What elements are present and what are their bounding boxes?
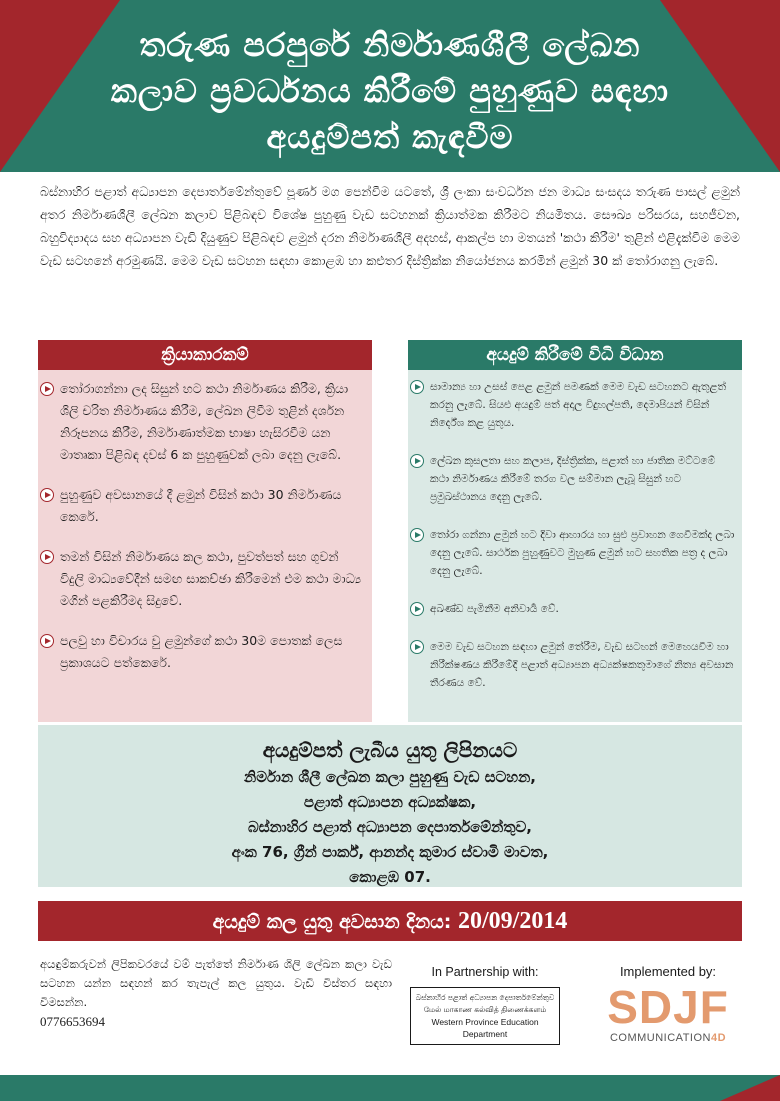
rule-text: මෙම වැඩ සටහන සඳහා ළමුන් තේරීම, වැඩ සටහන් මෙහෙයවීම හා නිරීක්ෂණය කිරීමේදි පළාත් අධ්‍යාපන අධ්‍යක්ෂකතුමාගේ නිත්‍ය අවසාන තීරණය වේ. xyxy=(430,641,734,689)
activity-text: තමන් විසින් නිර්මාණය කල කථා, පුවත්පත් සහ ගුවන් විදුලි මාධ්‍යවේදීන් සමඟ සාකච්ඡා කිරීමෙන් එම කථා මාධ්‍ය මගින් පළකිරීමද සිදුවේ. xyxy=(60,549,362,608)
contact-phone: 0776653694 xyxy=(40,1014,105,1029)
footer-band xyxy=(0,1075,780,1101)
arrow-bullet-icon xyxy=(410,602,424,616)
title-line-2: කලාව ප්‍රවර්ධනය කිරීමේ පුහුණුව සඳහා xyxy=(110,72,670,110)
list-item xyxy=(38,546,366,612)
list-item xyxy=(408,452,736,506)
partner-logo-box xyxy=(410,987,560,1045)
activities-list xyxy=(38,370,372,674)
intro-paragraph: බස්නාහිර පළාත් අධ්‍යාපන දෙපාර්තමේන්තුවේ පූර්ණ මග පෙන්වීම යටතේ, ශ්‍රී ලංකා සංවර්ධන ජන මාධ්‍ය සංසදය තරුණ පාසල් ළමුන් අතර නිර්මාණශීලී ලේඛන කලාව පිළිබඳව විශේෂ පුහුණු වැඩ සටහනක් ක්‍රියාත්මක කිරීමට නියමිතය. සෞඛ්‍ය පරිසරය, සහජීවන, බහුවිද්‍යාදය සහ අධ්‍යාපන වැඩි දියුණුව පිළිබඳව ළමුන් දරන නිර්මාණශීලී අදහස්, ආකල්ප හා මතයන් 'කථා කිරීම' තුළින් එළිදැක්වීම මෙම වැඩ සටහනේ අරමුණයි. මෙම වැඩ සටහන සඳහා කොළඹ හා කළුතර දිස්ත්‍රික්ක නියෝජනය කරමින් ළමුන් 30 ක් තෝරාගනු ලැබේ. xyxy=(40,184,740,268)
arrow-bullet-icon xyxy=(410,640,424,654)
arrow-bullet-icon xyxy=(40,634,54,648)
footer-note xyxy=(40,955,392,1031)
arrow-bullet-icon xyxy=(40,382,54,396)
deadline-label: අයදුම් කල යුතු අවසාන දිනය: xyxy=(212,911,452,933)
address-line: පළාත් අධ්‍යාපන අධ්‍යක්ෂක, xyxy=(303,793,477,811)
address-line: අංක 76, ග්‍රීන් පාර්ක්, ආනන්ද කුමාර ස්වාමි මාවත, xyxy=(231,843,549,861)
address-title: අයදුම්පත් ලැබීය යුතු ලිපිනයට xyxy=(262,738,518,762)
list-item xyxy=(408,526,736,580)
rules-panel xyxy=(408,340,742,722)
title-line-3: අයදුම්පත් කැඳවීම xyxy=(266,118,514,156)
arrow-bullet-icon xyxy=(40,488,54,502)
partner-name-sinhala: බස්නාහිර පළාත් අධ්‍යාපන දෙපාර්තමේන්තුව xyxy=(415,993,555,1002)
activity-text: තෝරාගන්නා ලද සිසුන් හට කථා නිර්මාණය කිරීම, ක්‍රියා ශිලි චරිත නිර්මාණය කිරීම, ලේඛන ලිවීම තුළින් දර්ශන නිරූපනය කිරීම, නිර්මාණාත්මක භාෂා හැසිරවීම යන මාතෘකා පිළිබඳ දවස් 6 ක පුහුණුවක් ලබා දෙනු ලැබේ. xyxy=(60,381,349,462)
activity-text: පුහුණුව අවසානයේ දී ළමුන් විසින් කථා 30 නිර්මාණය කෙරේ. xyxy=(60,487,342,524)
footer-corner xyxy=(720,1075,780,1101)
list-item xyxy=(408,638,736,692)
footer-note-text: අයඳුම්කරුවන් ලිපිකවරයේ වම් පැත්තේ නිර්මාණ ශිලි ලේඛන කලා වැඩ සටහන යන්න සඳහන් කර තැපැල් කල යුතුය. වැඩි විස්තර සඳහා විමසන්න. xyxy=(40,957,392,1009)
rules-heading: අයදුම් කිරීමේ විධි විධාන xyxy=(408,340,742,370)
address-block xyxy=(38,725,742,887)
address-line: කොළඹ 07. xyxy=(349,868,431,886)
rule-text: සාමාන්‍ය හා උසස් පෙළ ළමුන් පමණක් මෙම වැඩ සටහනට ඇතුළත් කරනු ලැබේ. සියළු අයදුම් පත් අදාල විදුහල්පති, දෙමාපියන් විසින් නිර්දේශ කළ යුතුය. xyxy=(430,381,727,429)
logo-sub-accent: 4D xyxy=(710,1032,727,1044)
rule-text: ලේඛන කුසලතා සහ කලාප, දිස්ත්‍රික්ක, පළාත් හා ජාතික මට්ටමේ කථා නිර්මාණය කිරීමේ තරග වල සම්මාන ලැබූ සිසුන් හට ප්‍රමුඛස්ථානය දෙනු ලැබේ. xyxy=(430,455,716,503)
arrow-bullet-icon xyxy=(410,380,424,394)
arrow-bullet-icon xyxy=(410,528,424,542)
rule-text: තෝරා ගන්නා ළමුන් හට දිවා ආහාරය හා සුළු ප්‍රවාහන ගෙවීමක්ද ලබා දෙනු ලැබේ. සාර්ථක පුහුණුවට මුහුණ ළමුන් හට සහතික පත්‍ර ද ලබා දෙනු ලැබේ. xyxy=(430,529,735,577)
implementer-section xyxy=(588,963,748,1045)
list-item xyxy=(38,484,366,528)
list-item xyxy=(408,600,736,618)
sdjf-logo-subtitle xyxy=(588,1031,748,1045)
partner-label: In Partnership with: xyxy=(431,965,539,979)
header-banner xyxy=(0,0,780,172)
partner-section xyxy=(410,963,560,1045)
activities-heading: ක්‍රියාකාරකම් xyxy=(38,340,372,370)
list-item xyxy=(408,378,736,432)
partner-name-english: Western Province Education Department xyxy=(431,1017,539,1039)
title-line-1: තරුණ පරපුරේ නිර්මාණශීලී ලේඛන xyxy=(139,26,641,64)
implemented-label: Implemented by: xyxy=(619,964,717,979)
activity-text: පලවු හා විචාරය වු ළමුන්ගේ කථා 30ම පොතක් ලෙස ප්‍රකාශයට පත්කෙරේ. xyxy=(60,633,343,670)
list-item xyxy=(38,378,366,466)
rules-list xyxy=(408,370,742,692)
deadline-bar xyxy=(38,901,742,941)
arrow-bullet-icon xyxy=(40,550,54,564)
address-line: බස්නාහිර පළාත් අධ්‍යාපන දෙපාර්තමේන්තුව, xyxy=(247,818,532,836)
address-line: නිර්මාන ශීලී ලේඛන කලා පුහුණු වැඩ සටහන, xyxy=(244,768,536,786)
sdjf-logo: SDJF xyxy=(607,981,729,1033)
partner-name-tamil: மேல் மாகாண கல்வித் திணைக்களம் xyxy=(423,1005,547,1014)
rule-text: අඛණ්ඩ පැමිනීම අනිවාර්‍ය වේ. xyxy=(430,603,559,615)
activities-panel xyxy=(38,340,372,722)
logo-sub-text: COMMUNICATION xyxy=(609,1032,711,1044)
arrow-bullet-icon xyxy=(410,454,424,468)
deadline-date: 20/09/2014 xyxy=(458,908,568,934)
list-item xyxy=(38,630,366,674)
page-title xyxy=(95,22,685,160)
